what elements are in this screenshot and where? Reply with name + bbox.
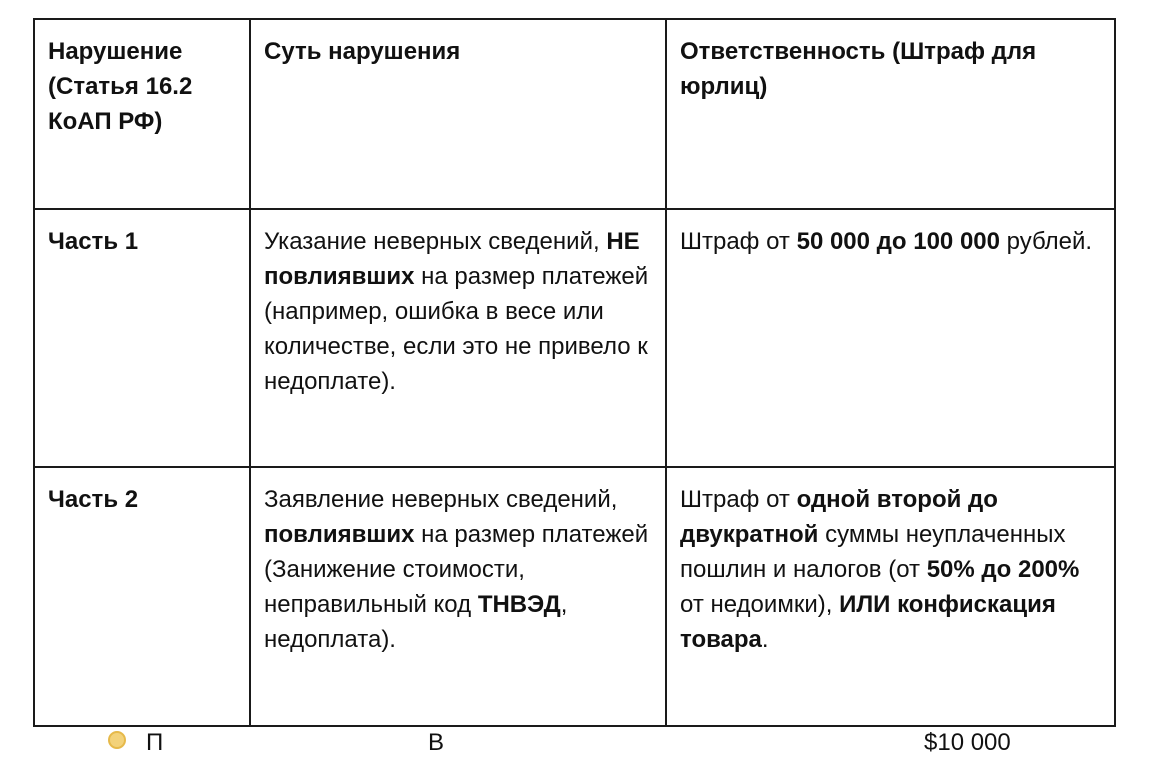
row2-resp-bold2: 50% до 200% xyxy=(926,556,1080,583)
row2-resp-bold1: одной второй до двукратной xyxy=(680,486,998,548)
row2-desc-bold2: ТНВЭД xyxy=(477,591,561,618)
penalties-table xyxy=(33,18,1116,727)
row2-resp-text1: Штраф от xyxy=(680,486,790,513)
row2-responsibility xyxy=(667,468,1114,725)
row1-part: Часть 1 xyxy=(35,210,251,468)
row2-description xyxy=(251,468,667,725)
header-essence: Суть нарушения xyxy=(251,20,667,210)
row2-resp-bold3: ИЛИ конфискация товара xyxy=(680,591,1056,653)
row2-desc-text1: Заявление неверных сведений, xyxy=(264,486,618,513)
row2-resp-text4: . xyxy=(761,626,769,653)
row1-resp-text1: Штраф от xyxy=(680,228,790,255)
row1-desc-text2: на размер платежей (например, ошибка в весе или количестве, если это не привело к недоплате). xyxy=(264,263,649,395)
row1-resp-text2: рублей. xyxy=(1006,228,1093,255)
lightbulb-icon xyxy=(108,731,126,749)
row1-description xyxy=(251,210,667,468)
row2-resp-text3: от недоимки), xyxy=(680,591,833,618)
footer-text-left: П xyxy=(146,729,164,756)
row2-part: Часть 2 xyxy=(35,468,251,725)
row2-resp-text2: суммы неуплаченных пошлин и налогов (от xyxy=(680,521,1066,583)
row1-resp-bold1: 50 000 до 100 000 xyxy=(796,228,1000,255)
footer-text-right: $10 000 xyxy=(924,729,1011,756)
row1-desc-text1: Указание неверных сведений, xyxy=(264,228,600,255)
row1-responsibility xyxy=(667,210,1114,468)
header-responsibility: Ответственность (Штраф для юрлиц) xyxy=(667,20,1114,210)
row2-desc-text3: , недоплата). xyxy=(264,591,568,653)
row2-desc-bold1: повлиявших xyxy=(264,521,415,548)
cut-off-next-line xyxy=(0,727,1164,756)
header-violation: Нарушение (Статья 16.2 КоАП РФ) xyxy=(35,20,251,210)
footer-text-mid: В xyxy=(428,729,445,756)
row2-desc-text2: на размер платежей (Занижение стоимости, неправильный код xyxy=(264,521,649,618)
row1-desc-bold1: НЕ повлиявших xyxy=(264,228,640,290)
